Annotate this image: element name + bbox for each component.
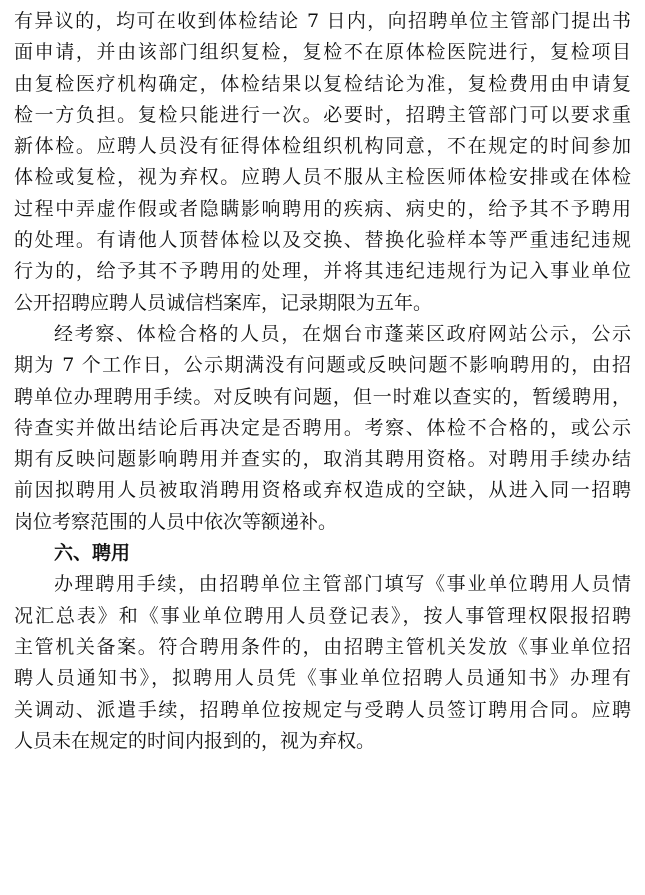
text-line: 检一方负担。复检只能进行一次。必要时，招聘主管部门可以要求重 — [14, 103, 631, 126]
text-line: 聘人员通知书》，拟聘用人员凭《事业单位招聘人员通知书》办理有 — [14, 667, 631, 690]
text-line: 期为 7 个工作日，公示期满没有问题或反映问题不影响聘用的，由招 — [14, 354, 631, 377]
paragraph-physical-exam — [14, 6, 631, 319]
text-line: 经考察、体检合格的人员，在烟台市蓬莱区政府网站公示，公示 — [54, 322, 631, 345]
text-line: 期有反映问题影响聘用并查实的，取消其聘用资格。对聘用手续办结 — [14, 448, 631, 471]
text-line: 聘单位办理聘用手续。对反映有问题，但一时难以查实的，暂缓聘用， — [14, 385, 631, 408]
text-line: 况汇总表》和《事业单位聘用人员登记表》，按人事管理权限报招聘 — [14, 604, 631, 627]
text-line: 新体检。应聘人员没有征得体检组织机构同意，不在规定的时间参加 — [14, 135, 631, 158]
text-line: 待查实并做出结论后再决定是否聘用。考察、体检不合格的，或公示 — [14, 416, 631, 439]
text-line: 前因拟聘用人员被取消聘用资格或弃权造成的空缺，从进入同一招聘 — [14, 479, 631, 502]
paragraph-employment — [14, 569, 631, 757]
text-line: 人员未在规定的时间内报到的，视为弃权。 — [14, 729, 376, 752]
text-line: 由复检医疗机构确定，体检结果以复检结论为准，复检费用由申请复 — [14, 72, 631, 95]
text-line: 公开招聘应聘人员诚信档案库，记录期限为五年。 — [14, 291, 433, 314]
section-heading: 六、聘用 — [54, 542, 131, 565]
text-line: 主管机关备案。符合聘用条件的，由招聘主管机关发放《事业单位招 — [14, 635, 631, 658]
text-line: 过程中弄虚作假或者隐瞒影响聘用的疾病、病史的，给予其不予聘用 — [14, 197, 631, 220]
text-line: 行为的，给予其不予聘用的处理，并将其违纪违规行为记入事业单位 — [14, 260, 631, 283]
text-line: 面申请，并由该部门组织复检，复检不在原体检医院进行，复检项目 — [14, 41, 631, 64]
text-line: 关调动、派遣手续，招聘单位按规定与受聘人员签订聘用合同。应聘 — [14, 698, 631, 721]
text-line: 办理聘用手续，由招聘单位主管部门填写《事业单位聘用人员情 — [54, 573, 631, 596]
paragraph-publicity — [14, 319, 631, 538]
text-line: 的处理。有请他人顶替体检以及交换、替换化验样本等严重违纪违规 — [14, 229, 631, 252]
text-line: 岗位考察范围的人员中依次等额递补。 — [14, 510, 338, 533]
text-line: 有异议的，均可在收到体检结论 7 日内，向招聘单位主管部门提出书 — [14, 10, 631, 32]
text-line: 体检或复检，视为弃权。应聘人员不服从主检医师体检安排或在体检 — [14, 166, 631, 189]
